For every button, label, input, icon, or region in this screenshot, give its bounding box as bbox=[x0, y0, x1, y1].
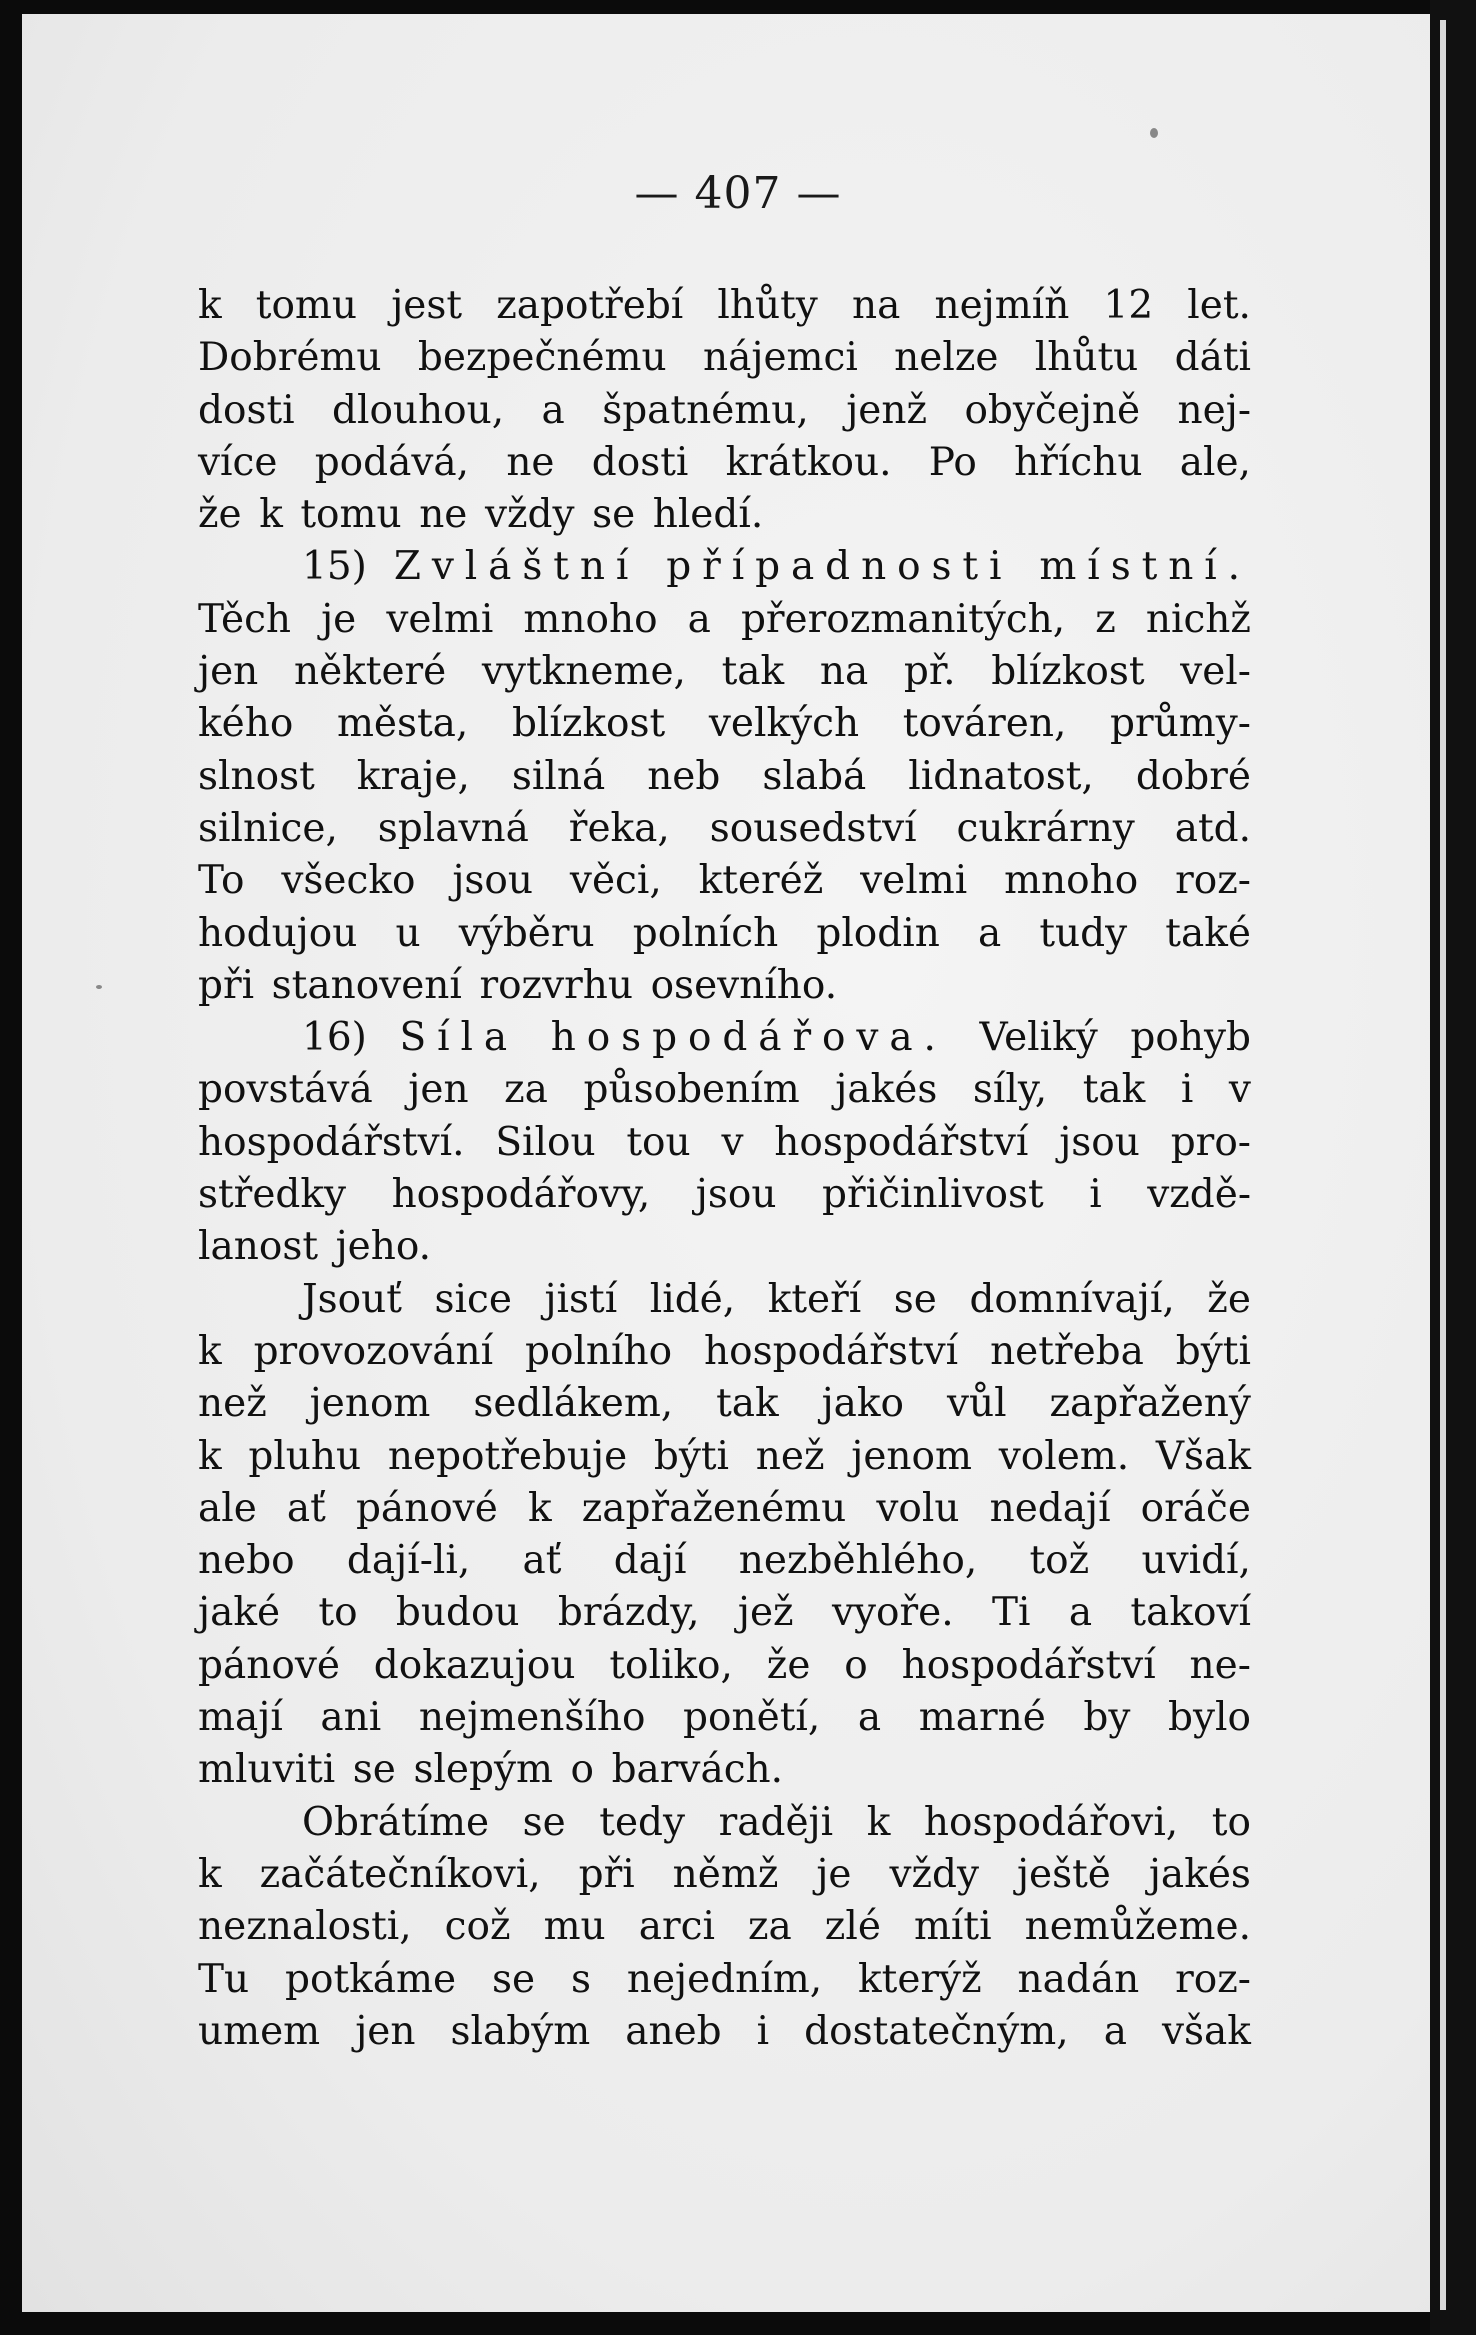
text-line bbox=[198, 1274, 1251, 1326]
word: tomu bbox=[300, 492, 402, 538]
word: k bbox=[259, 492, 283, 538]
word: aneb bbox=[625, 2008, 722, 2054]
word: blízkost bbox=[991, 649, 1145, 695]
word: hospodářství. bbox=[198, 1119, 465, 1165]
page-edge-strip bbox=[1440, 20, 1446, 2310]
text-line bbox=[198, 280, 1251, 332]
word: hospodářství bbox=[704, 1328, 959, 1374]
ink-speck bbox=[1150, 128, 1158, 138]
word: mnoho bbox=[1004, 858, 1139, 904]
word: let. bbox=[1187, 283, 1251, 328]
word: za bbox=[504, 1067, 548, 1113]
word: tak bbox=[716, 1381, 779, 1427]
word: však bbox=[1161, 2008, 1251, 2054]
word: lanost bbox=[198, 1224, 319, 1270]
word: bylo bbox=[1168, 1695, 1251, 1741]
word: což bbox=[444, 1904, 511, 1950]
text-line bbox=[198, 698, 1251, 750]
word: rozvrhu bbox=[479, 962, 634, 1008]
word: podává, bbox=[314, 439, 470, 485]
word: pohyb bbox=[1130, 1015, 1251, 1061]
word: je bbox=[816, 1851, 852, 1897]
word: velmi bbox=[860, 858, 968, 904]
word: raději bbox=[718, 1799, 834, 1845]
word: vyoře. bbox=[831, 1590, 954, 1636]
word: Ti bbox=[991, 1590, 1031, 1636]
word: Obrátíme bbox=[302, 1799, 490, 1845]
text-line bbox=[198, 437, 1251, 489]
page-edge-shadow bbox=[1430, 0, 1476, 2335]
word: sedlákem, bbox=[473, 1381, 674, 1427]
word: začátečníkovi, bbox=[259, 1851, 541, 1897]
word: blízkost bbox=[511, 701, 666, 747]
word: zlé bbox=[824, 1904, 881, 1950]
word: lidnatost, bbox=[908, 753, 1094, 799]
word: dosti bbox=[591, 439, 689, 485]
text-line bbox=[198, 1378, 1251, 1430]
word: kteréž bbox=[698, 858, 824, 904]
word: ale bbox=[198, 1485, 257, 1531]
word: slabým bbox=[450, 2008, 591, 2054]
word: města, bbox=[336, 701, 469, 747]
text-line bbox=[198, 1797, 1251, 1849]
text-line bbox=[198, 1483, 1251, 1535]
word: jsou bbox=[695, 1172, 777, 1218]
word: nedají bbox=[989, 1485, 1111, 1531]
word: že bbox=[198, 492, 242, 538]
word: i bbox=[1089, 1172, 1102, 1218]
word: a bbox=[1068, 1590, 1093, 1636]
word: dlouhou, bbox=[332, 387, 505, 433]
word: tou bbox=[626, 1119, 691, 1165]
word: některé bbox=[293, 649, 447, 695]
word: k bbox=[527, 1485, 552, 1531]
word: místní. bbox=[1039, 544, 1251, 590]
word: špatnému, bbox=[602, 387, 809, 433]
text-line bbox=[198, 1431, 1251, 1483]
text-line bbox=[198, 1064, 1251, 1116]
word: a bbox=[541, 387, 565, 433]
text-line bbox=[198, 803, 1251, 855]
word: v bbox=[1228, 1067, 1251, 1113]
word: kteří bbox=[767, 1276, 862, 1322]
word: dostatečným, bbox=[804, 2008, 1069, 2054]
word: to bbox=[318, 1590, 358, 1636]
word: vždy bbox=[484, 492, 575, 538]
word: věci, bbox=[569, 858, 662, 904]
word: jakés bbox=[835, 1067, 938, 1113]
word: nájemci bbox=[702, 335, 858, 381]
word: s bbox=[570, 1956, 591, 2002]
text-line bbox=[198, 2006, 1251, 2058]
word: se bbox=[491, 1956, 536, 2002]
text-line bbox=[198, 855, 1251, 907]
word: velmi bbox=[386, 596, 494, 642]
word: hospodářství bbox=[774, 1119, 1029, 1165]
word: polního bbox=[525, 1328, 673, 1374]
word: vel- bbox=[1180, 649, 1251, 695]
word: atd. bbox=[1174, 805, 1251, 851]
word: 12 bbox=[1103, 283, 1154, 328]
word: To bbox=[198, 858, 245, 904]
word: že bbox=[766, 1642, 811, 1688]
word: volem. bbox=[998, 1433, 1130, 1479]
word: býti bbox=[1175, 1328, 1251, 1374]
word: by bbox=[1083, 1695, 1131, 1741]
word: Tu bbox=[198, 1956, 250, 2002]
word: mu bbox=[543, 1904, 606, 1950]
word: nezběhlého, bbox=[738, 1538, 978, 1584]
word: míti bbox=[913, 1904, 992, 1950]
word: plodin bbox=[816, 910, 940, 956]
word: domnívají, bbox=[969, 1276, 1175, 1322]
word: kého bbox=[198, 701, 294, 747]
word: silná bbox=[511, 753, 606, 799]
word: jen bbox=[355, 2008, 416, 2054]
text-line bbox=[198, 1535, 1251, 1587]
word: i bbox=[756, 2008, 770, 2054]
word: řeka, bbox=[568, 805, 670, 851]
word: obyčejně bbox=[964, 387, 1141, 433]
word: a bbox=[1103, 2008, 1127, 2054]
word: povstává bbox=[198, 1067, 373, 1113]
word: polních bbox=[632, 910, 779, 956]
text-line bbox=[198, 751, 1251, 803]
text-line bbox=[198, 646, 1251, 698]
text-line bbox=[198, 1012, 1251, 1064]
word: a bbox=[687, 596, 711, 642]
word: sousedství bbox=[709, 805, 917, 851]
word: roz- bbox=[1175, 1956, 1251, 2002]
word: síly, bbox=[972, 1067, 1048, 1113]
word: Silou bbox=[495, 1119, 596, 1165]
word: jakés bbox=[1148, 1851, 1251, 1897]
word: výběru bbox=[458, 910, 595, 956]
word: hospodářovi, bbox=[923, 1799, 1179, 1845]
word: jest bbox=[391, 283, 463, 328]
word: Dobrému bbox=[198, 335, 382, 381]
word: na bbox=[819, 649, 869, 695]
text-line bbox=[198, 332, 1251, 384]
word: hospodářství bbox=[901, 1642, 1156, 1688]
word: při bbox=[198, 962, 255, 1008]
word: pluhu bbox=[248, 1433, 362, 1479]
word: na bbox=[851, 283, 901, 328]
word: hospodářovy, bbox=[391, 1172, 651, 1218]
word: jež bbox=[737, 1590, 794, 1636]
text-line bbox=[198, 960, 1251, 1012]
word: při bbox=[578, 1851, 635, 1897]
text-line bbox=[198, 1587, 1251, 1639]
text-line bbox=[198, 908, 1251, 960]
text-line bbox=[198, 594, 1251, 646]
word: nepotřebuje bbox=[387, 1433, 628, 1479]
word: tož bbox=[1029, 1538, 1090, 1584]
word: býti bbox=[653, 1433, 730, 1479]
word: dáti bbox=[1174, 335, 1251, 381]
word: ale, bbox=[1179, 439, 1251, 485]
word: jistí bbox=[544, 1276, 618, 1322]
word: k bbox=[198, 1851, 222, 1897]
word: středky bbox=[198, 1172, 347, 1218]
word: tomu bbox=[255, 283, 358, 328]
word: průmy- bbox=[1110, 701, 1251, 747]
word: Zvláštní bbox=[393, 544, 640, 590]
word: že bbox=[1207, 1276, 1251, 1322]
word: tudy bbox=[1039, 910, 1128, 956]
word: z bbox=[1095, 596, 1116, 642]
word: jaké bbox=[198, 1590, 281, 1636]
word: nebo bbox=[198, 1538, 295, 1584]
word: a bbox=[857, 1695, 882, 1741]
word: ne bbox=[419, 492, 468, 538]
word: zapotřebí bbox=[496, 283, 684, 328]
word: než bbox=[198, 1381, 267, 1427]
word: slnost bbox=[198, 753, 315, 799]
word: pánové bbox=[355, 1485, 498, 1531]
word: dokazujou bbox=[373, 1642, 576, 1688]
word: lhůtu bbox=[1034, 335, 1139, 381]
word: k bbox=[198, 1328, 222, 1374]
word: slabá bbox=[762, 753, 867, 799]
word: provozování bbox=[253, 1328, 494, 1374]
text-line bbox=[198, 1692, 1251, 1744]
word: více bbox=[198, 439, 278, 485]
text-line bbox=[198, 1849, 1251, 1901]
text-line bbox=[198, 489, 1251, 541]
word: vůl bbox=[946, 1381, 1007, 1427]
word: Veliký bbox=[979, 1015, 1098, 1061]
word: jeho. bbox=[335, 1224, 432, 1270]
word: hodujou bbox=[198, 910, 358, 956]
word: mají bbox=[198, 1695, 283, 1741]
word: jenom bbox=[851, 1433, 972, 1479]
word: i bbox=[1180, 1067, 1194, 1113]
word: a bbox=[977, 910, 1002, 956]
word: osevního. bbox=[650, 962, 838, 1008]
word: jsou bbox=[1059, 1119, 1140, 1165]
word: pánové bbox=[198, 1642, 340, 1688]
word: Jsouť bbox=[302, 1276, 402, 1322]
word: nejedním, bbox=[626, 1956, 823, 2002]
word: Těch bbox=[198, 596, 292, 642]
text-line bbox=[198, 1901, 1251, 1953]
word: ještě bbox=[1016, 1851, 1111, 1897]
word: 16) bbox=[302, 1015, 367, 1061]
word: jenom bbox=[309, 1381, 431, 1427]
page-number: — 407 — bbox=[634, 168, 842, 219]
word: je bbox=[321, 596, 357, 642]
word: zapřažený bbox=[1049, 1381, 1251, 1427]
word: se bbox=[352, 1747, 396, 1793]
text-line bbox=[198, 1326, 1251, 1378]
word: marné bbox=[918, 1695, 1046, 1741]
word: brázdy, bbox=[557, 1590, 700, 1636]
word: lhůty bbox=[717, 283, 818, 328]
word: továren, bbox=[902, 701, 1067, 747]
text-line bbox=[198, 1640, 1251, 1692]
word: o bbox=[570, 1747, 595, 1793]
word: se bbox=[893, 1276, 937, 1322]
text-line bbox=[198, 1169, 1251, 1221]
word: mluviti bbox=[198, 1747, 336, 1793]
word: k bbox=[198, 283, 222, 328]
word: ani bbox=[320, 1695, 382, 1741]
word: případnosti bbox=[666, 544, 1013, 590]
text-line bbox=[198, 1117, 1251, 1169]
word: oráče bbox=[1140, 1485, 1251, 1531]
word: kterýž bbox=[858, 1956, 982, 2002]
word: hospodářova. bbox=[550, 1015, 947, 1061]
word: budou bbox=[395, 1590, 520, 1636]
word: zapřaženému bbox=[581, 1485, 847, 1531]
word: ne bbox=[506, 439, 555, 485]
word: dají-li, bbox=[346, 1538, 471, 1584]
word: dají bbox=[613, 1538, 687, 1584]
word: stanovení bbox=[271, 962, 462, 1008]
word: hledí. bbox=[652, 492, 764, 538]
ink-speck bbox=[96, 985, 102, 989]
word: krátkou. bbox=[725, 439, 892, 485]
word: neznalosti, bbox=[198, 1904, 412, 1950]
word: přičinlivost bbox=[822, 1172, 1044, 1218]
word: k bbox=[866, 1799, 891, 1845]
word: přerozmanitých, bbox=[740, 596, 1066, 642]
word: nadán bbox=[1017, 1956, 1140, 2002]
word: než bbox=[755, 1433, 825, 1479]
word: vzdě- bbox=[1147, 1172, 1251, 1218]
word: ať bbox=[522, 1538, 562, 1584]
word: ponětí, bbox=[683, 1695, 821, 1741]
word: pro- bbox=[1170, 1119, 1251, 1165]
word: tak bbox=[721, 649, 785, 695]
word: takoví bbox=[1130, 1590, 1251, 1636]
word: hříchu bbox=[1014, 439, 1143, 485]
word: se bbox=[522, 1799, 566, 1845]
text-line bbox=[198, 1744, 1251, 1796]
word: všecko bbox=[281, 858, 416, 904]
word: Síla bbox=[399, 1015, 519, 1061]
word: nelze bbox=[894, 335, 999, 381]
word: nejmíň bbox=[934, 283, 1070, 328]
word: ne- bbox=[1189, 1642, 1251, 1688]
word: k bbox=[198, 1433, 222, 1479]
word: jen bbox=[408, 1067, 469, 1113]
word: velkých bbox=[708, 701, 860, 747]
word: jsou bbox=[452, 858, 534, 904]
word: to bbox=[1211, 1799, 1251, 1845]
word: mnoho bbox=[523, 596, 658, 642]
word: nemůžeme. bbox=[1024, 1904, 1251, 1950]
word: Po bbox=[928, 439, 977, 485]
body-text bbox=[198, 280, 1251, 2058]
word: slepým bbox=[413, 1747, 553, 1793]
word: Však bbox=[1155, 1433, 1251, 1479]
word: se bbox=[592, 492, 636, 538]
word: sice bbox=[434, 1276, 512, 1322]
word: dosti bbox=[198, 387, 295, 433]
word: splavná bbox=[377, 805, 529, 851]
word: za bbox=[747, 1904, 792, 1950]
word: umem bbox=[198, 2008, 321, 2054]
word: neb bbox=[647, 753, 721, 799]
word: nejmenšího bbox=[418, 1695, 646, 1741]
word: barvách. bbox=[611, 1747, 784, 1793]
word: dobré bbox=[1135, 753, 1251, 799]
word: volu bbox=[876, 1485, 960, 1531]
word: cukrárny bbox=[956, 805, 1135, 851]
word: bezpečnému bbox=[417, 335, 667, 381]
word: silnice, bbox=[198, 805, 338, 851]
word: roz- bbox=[1175, 858, 1251, 904]
word: tak bbox=[1082, 1067, 1146, 1113]
word: jenž bbox=[846, 387, 928, 433]
word: vždy bbox=[889, 1851, 980, 1897]
word: kraje, bbox=[356, 753, 470, 799]
word: také bbox=[1165, 910, 1251, 956]
word: arci bbox=[638, 1904, 715, 1950]
word: o bbox=[844, 1642, 868, 1688]
word: 15) bbox=[302, 544, 367, 590]
word: nichž bbox=[1145, 596, 1251, 642]
text-line bbox=[198, 1221, 1251, 1273]
word: tedy bbox=[599, 1799, 686, 1845]
word: jen bbox=[198, 649, 259, 695]
word: u bbox=[395, 910, 421, 956]
word: ať bbox=[286, 1485, 326, 1531]
word: v bbox=[721, 1119, 744, 1165]
word: nej- bbox=[1177, 387, 1251, 433]
text-line bbox=[198, 541, 1251, 593]
word: uvidí, bbox=[1141, 1538, 1251, 1584]
word: toliko, bbox=[609, 1642, 733, 1688]
word: jako bbox=[821, 1381, 905, 1427]
word: působením bbox=[583, 1067, 800, 1113]
word: němž bbox=[672, 1851, 779, 1897]
text-line bbox=[198, 1954, 1251, 2006]
word: př. bbox=[903, 649, 956, 695]
text-line bbox=[198, 385, 1251, 437]
word: vytkneme, bbox=[481, 649, 686, 695]
word: potkáme bbox=[285, 1956, 457, 2002]
word: lidé, bbox=[649, 1276, 736, 1322]
word: netřeba bbox=[990, 1328, 1144, 1374]
